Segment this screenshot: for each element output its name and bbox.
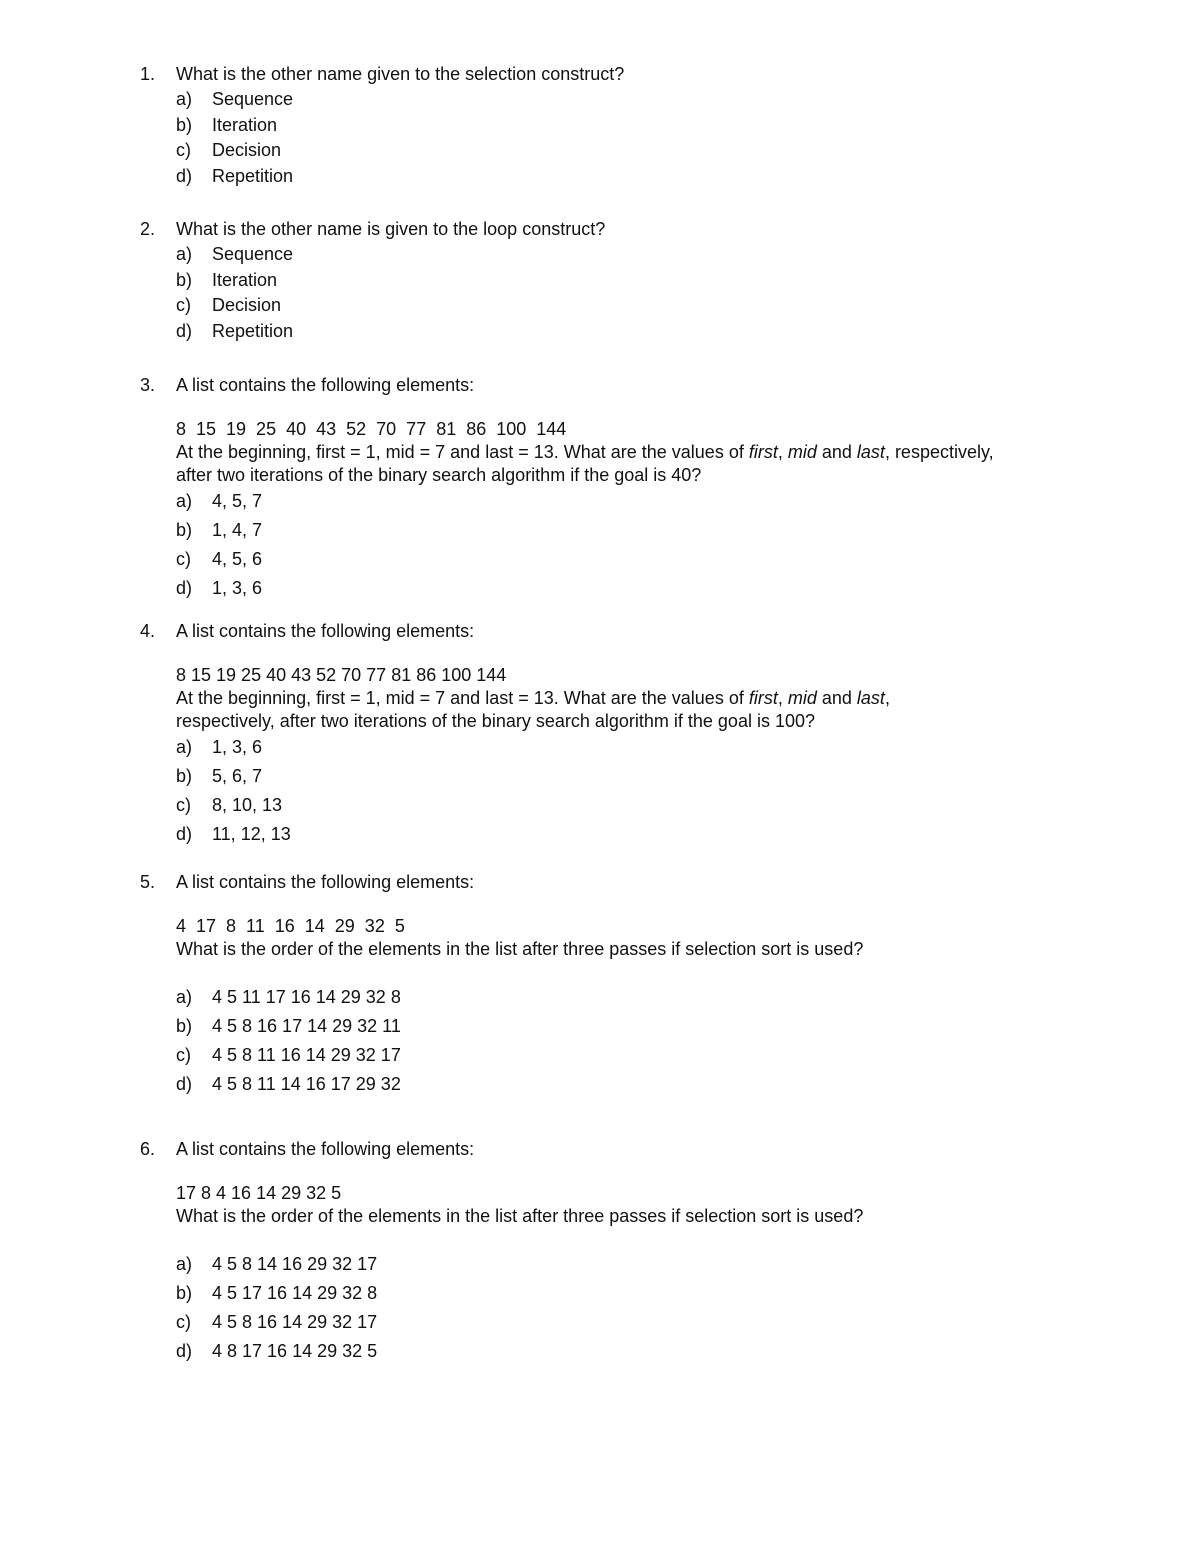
options-list xyxy=(176,242,1100,344)
option-text: 8, 10, 13 xyxy=(212,795,283,815)
option-label: d) xyxy=(176,1074,193,1094)
option-label: d) xyxy=(176,1341,193,1361)
option-d xyxy=(176,1337,1100,1366)
context-text: At the beginning, first = 1, mid = 7 and last = 13. What are the values of xyxy=(176,688,749,708)
question-prompt: What is the order of the elements in the list after three passes if selection sort is used? xyxy=(176,939,864,959)
question-context-line2: after two iterations of the binary search algorithm if the goal is 40? xyxy=(176,465,702,485)
option-a xyxy=(176,983,1100,1012)
option-label: d) xyxy=(176,578,193,598)
option-text: Sequence xyxy=(212,89,294,109)
option-c xyxy=(176,791,1100,820)
question-body xyxy=(176,644,1100,849)
option-text: 1, 3, 6 xyxy=(212,578,263,598)
option-d xyxy=(176,319,1100,345)
option-label: d) xyxy=(176,165,193,186)
option-label: a) xyxy=(176,1254,193,1274)
context-text: , respectively, xyxy=(884,442,994,462)
question-number: 2. xyxy=(140,219,156,239)
var-first: first xyxy=(748,442,778,462)
question-text: A list contains the following elements: xyxy=(176,621,475,641)
option-label: a) xyxy=(176,89,193,109)
context-text: , xyxy=(884,688,890,708)
option-d xyxy=(176,820,1100,849)
option-text: 1, 3, 6 xyxy=(212,737,263,757)
option-text: 11, 12, 13 xyxy=(212,824,291,844)
question-text: What is the other name given to the selection construct? xyxy=(176,64,625,84)
option-label: a) xyxy=(176,737,193,757)
question-header xyxy=(140,372,1100,398)
separator: and xyxy=(816,442,857,462)
question-header xyxy=(140,869,1100,895)
option-label: b) xyxy=(176,114,193,135)
question-prompt: What is the order of the elements in the list after three passes if selection sort is used? xyxy=(176,1206,864,1226)
option-label: c) xyxy=(176,795,191,815)
option-a xyxy=(176,733,1100,762)
question-header xyxy=(140,618,1100,644)
question-4 xyxy=(140,618,1100,849)
option-text: 4, 5, 7 xyxy=(212,491,263,511)
option-text: 5, 6, 7 xyxy=(212,766,263,786)
option-text: Iteration xyxy=(212,114,278,135)
option-label: d) xyxy=(176,320,193,341)
option-label: c) xyxy=(176,295,191,315)
var-last: last xyxy=(856,442,885,462)
option-label: a) xyxy=(176,244,193,264)
element-list: 8 15 19 25 40 43 52 70 77 81 86 100 144 xyxy=(176,419,567,439)
question-number: 1. xyxy=(140,64,156,84)
option-a xyxy=(176,242,1100,268)
context-text: At the beginning, first = 1, mid = 7 and last = 13. What are the values of xyxy=(176,442,749,462)
option-b xyxy=(176,516,1100,545)
option-b xyxy=(176,268,1100,294)
question-2 xyxy=(140,216,1100,344)
option-text: Sequence xyxy=(212,244,294,264)
option-d xyxy=(176,164,1100,190)
question-text: A list contains the following elements: xyxy=(176,375,475,395)
option-label: c) xyxy=(176,1045,191,1065)
option-text: Repetition xyxy=(212,165,294,186)
question-header xyxy=(140,61,1100,87)
option-text: 4 5 11 17 16 14 29 32 8 xyxy=(212,987,401,1007)
option-label: b) xyxy=(176,1016,193,1036)
separator: , xyxy=(777,688,788,708)
element-list: 8 15 19 25 40 43 52 70 77 81 86 100 144 xyxy=(176,665,507,685)
question-text: What is the other name is given to the loop construct? xyxy=(176,219,606,239)
var-mid: mid xyxy=(787,688,817,708)
element-list: 17 8 4 16 14 29 32 5 xyxy=(176,1183,342,1203)
option-label: a) xyxy=(176,987,193,1007)
question-header xyxy=(140,216,1100,242)
option-label: b) xyxy=(176,520,193,540)
question-text: A list contains the following elements: xyxy=(176,1139,475,1159)
option-label: c) xyxy=(176,1312,191,1332)
option-text: 4, 5, 6 xyxy=(212,549,263,569)
var-last: last xyxy=(856,688,885,708)
option-text: 4 5 8 11 14 16 17 29 32 xyxy=(212,1074,401,1094)
question-text: A list contains the following elements: xyxy=(176,872,475,892)
option-c xyxy=(176,138,1100,164)
option-text: Decision xyxy=(212,295,282,315)
var-mid: mid xyxy=(787,442,817,462)
option-text: 4 5 8 16 17 14 29 32 11 xyxy=(212,1016,401,1036)
option-a xyxy=(176,1250,1100,1279)
option-a xyxy=(176,87,1100,113)
option-c xyxy=(176,293,1100,319)
option-c xyxy=(176,1041,1100,1070)
option-a xyxy=(176,487,1100,516)
option-label: b) xyxy=(176,269,193,290)
option-text: 4 5 8 14 16 29 32 17 xyxy=(212,1254,378,1274)
option-b xyxy=(176,762,1100,791)
option-label: a) xyxy=(176,491,193,511)
option-d xyxy=(176,574,1100,603)
option-d xyxy=(176,1070,1100,1099)
option-c xyxy=(176,1308,1100,1337)
option-label: b) xyxy=(176,1283,193,1303)
option-label: c) xyxy=(176,140,191,160)
options-list xyxy=(176,87,1100,189)
question-body xyxy=(176,895,1100,1099)
option-text: 1, 4, 7 xyxy=(212,520,263,540)
option-text: Iteration xyxy=(212,269,278,290)
question-context-line2: respectively, after two iterations of the binary search algorithm if the goal is 100? xyxy=(176,711,815,731)
separator: , xyxy=(777,442,788,462)
question-6 xyxy=(140,1136,1100,1366)
option-b xyxy=(176,113,1100,139)
question-number: 5. xyxy=(140,872,156,892)
option-text: 4 5 8 11 16 14 29 32 17 xyxy=(212,1045,401,1065)
separator: and xyxy=(816,688,857,708)
question-number: 6. xyxy=(140,1139,156,1159)
question-context xyxy=(176,441,1100,464)
option-label: d) xyxy=(176,824,193,844)
option-label: c) xyxy=(176,549,191,569)
question-1 xyxy=(140,61,1100,189)
question-3 xyxy=(140,372,1100,603)
question-body xyxy=(176,398,1100,603)
question-number: 3. xyxy=(140,375,156,395)
question-body xyxy=(176,1162,1100,1366)
option-c xyxy=(176,545,1100,574)
option-text: 4 8 17 16 14 29 32 5 xyxy=(212,1341,378,1361)
question-5 xyxy=(140,869,1100,1099)
var-first: first xyxy=(748,688,778,708)
option-text: Decision xyxy=(212,140,282,160)
element-list: 4 17 8 11 16 14 29 32 5 xyxy=(176,916,405,936)
question-number: 4. xyxy=(140,621,156,641)
option-text: Repetition xyxy=(212,320,294,341)
option-label: b) xyxy=(176,766,193,786)
option-text: 4 5 8 16 14 29 32 17 xyxy=(212,1312,378,1332)
question-header xyxy=(140,1136,1100,1162)
question-context xyxy=(176,687,1100,710)
option-b xyxy=(176,1012,1100,1041)
option-text: 4 5 17 16 14 29 32 8 xyxy=(212,1283,378,1303)
option-b xyxy=(176,1279,1100,1308)
